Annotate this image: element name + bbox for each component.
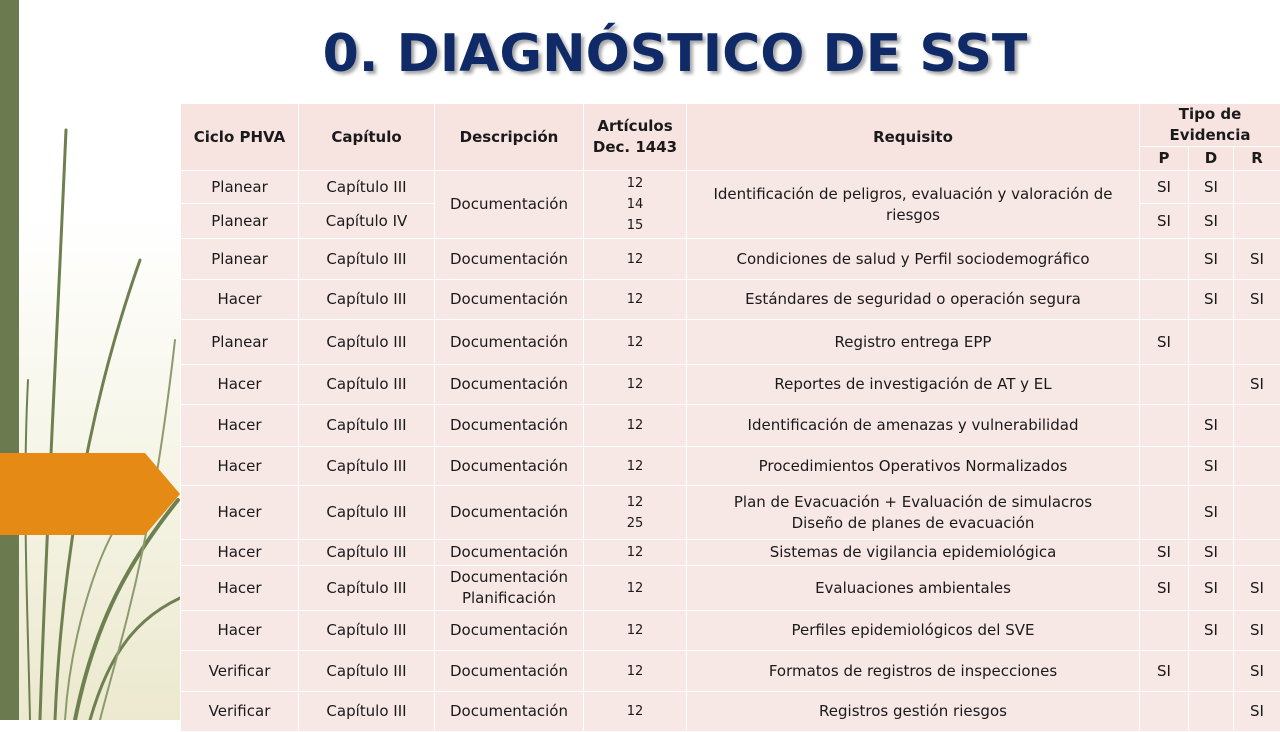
grass-decoration [0,0,200,720]
table-row [181,692,1280,732]
table-row [181,239,1280,280]
cell-r [1234,204,1280,239]
header-tipo-evidencia: Tipo de Evidencia [1140,104,1280,147]
header-articulos [584,104,687,171]
table-row [181,320,1280,365]
cell-articulos: 12 [584,611,687,651]
cell-p [1140,611,1189,651]
cell-d: SI [1189,540,1234,566]
header-ciclo: Ciclo PHVA [181,104,299,171]
orange-arrow-tab [0,453,180,535]
cell-requisito: Reportes de investigación de AT y EL [687,365,1140,405]
table-body [181,171,1280,732]
cell-r [1234,486,1280,540]
cell-p: SI [1140,540,1189,566]
cell-p [1140,486,1189,540]
cell-d: SI [1189,566,1234,611]
cell-requisito: Identificación de amenazas y vulnerabilidad [687,405,1140,447]
table-row [181,566,1280,611]
cell-capitulo: Capítulo III [299,540,435,566]
cell-p [1140,692,1189,732]
cell-d: SI [1189,204,1234,239]
cell-requisito-merged: Identificación de peligros, evaluación y valoración de riesgos [687,171,1140,239]
cell-requisito: Estándares de seguridad o operación segura [687,280,1140,320]
cell-articulos-merged [584,171,687,239]
cell-capitulo: Capítulo III [299,171,435,204]
header-articulos-line1: Artículos [586,116,684,137]
cell-ciclo: Planear [181,239,299,280]
cell-d [1189,365,1234,405]
cell-capitulo: Capítulo IV [299,204,435,239]
cell-d: SI [1189,171,1234,204]
cell-capitulo: Capítulo III [299,239,435,280]
cell-p: SI [1140,566,1189,611]
cell-capitulo: Capítulo III [299,611,435,651]
cell-requisito: Plan de Evacuación + Evaluación de simulacros Diseño de planes de evacuación [687,486,1140,540]
cell-descripcion: Documentación [435,486,584,540]
cell-requisito: Evaluaciones ambientales [687,566,1140,611]
cell-capitulo: Capítulo III [299,365,435,405]
cell-r [1234,540,1280,566]
cell-ciclo: Hacer [181,365,299,405]
cell-d: SI [1189,239,1234,280]
cell-d [1189,692,1234,732]
cell-articulos: 12 [584,692,687,732]
cell-ciclo: Planear [181,204,299,239]
cell-articulos: 12 [584,447,687,486]
cell-descripcion: Documentación [435,405,584,447]
cell-descripcion: Documentación [435,651,584,692]
cell-requisito: Sistemas de vigilancia epidemiológica [687,540,1140,566]
cell-r: SI [1234,280,1280,320]
cell-requisito: Perfiles epidemiológicos del SVE [687,611,1140,651]
header-descripcion: Descripción [435,104,584,171]
cell-articulos: 12 [584,320,687,365]
cell-requisito: Registros gestión riesgos [687,692,1140,732]
cell-p [1140,365,1189,405]
cell-r: SI [1234,651,1280,692]
cell-descripcion: Documentación [435,365,584,405]
cell-articulos: 12 [584,540,687,566]
cell-r [1234,171,1280,204]
cell-descripcion: Documentación [435,320,584,365]
cell-descripcion: Documentación [435,611,584,651]
cell-articulos: 12 [584,566,687,611]
table-row [181,171,1280,204]
cell-ciclo: Verificar [181,692,299,732]
cell-descripcion: Documentación [435,692,584,732]
cell-descripcion: Documentación Planificación [435,566,584,611]
articulo-item: 12 [586,173,684,194]
cell-requisito: Condiciones de salud y Perfil sociodemográfico [687,239,1140,280]
cell-descripcion: Documentación [435,239,584,280]
table-row [181,405,1280,447]
cell-ciclo: Planear [181,171,299,204]
cell-p: SI [1140,171,1189,204]
table-row [181,486,1280,540]
cell-d: SI [1189,405,1234,447]
cell-p [1140,405,1189,447]
cell-p: SI [1140,204,1189,239]
cell-articulos: 12 [584,651,687,692]
cell-descripcion: Documentación [435,280,584,320]
cell-articulos: 12 [584,280,687,320]
header-capitulo: Capítulo [299,104,435,171]
table-row [181,447,1280,486]
articulo-item: 15 [586,215,684,236]
cell-descripcion: Documentación [435,540,584,566]
table-row [181,651,1280,692]
cell-r: SI [1234,239,1280,280]
cell-r: SI [1234,692,1280,732]
table-row [181,365,1280,405]
cell-descripcion-merged: Documentación [435,171,584,239]
cell-p [1140,280,1189,320]
diagnostico-table [180,103,1280,732]
cell-r: SI [1234,566,1280,611]
cell-ciclo: Hacer [181,447,299,486]
header-requisito: Requisito [687,104,1140,171]
cell-ciclo: Hacer [181,611,299,651]
cell-capitulo: Capítulo III [299,692,435,732]
cell-r [1234,405,1280,447]
articulo-item: 14 [586,194,684,215]
left-accent-bar [0,0,19,720]
cell-p: SI [1140,651,1189,692]
cell-p: SI [1140,320,1189,365]
cell-capitulo: Capítulo III [299,447,435,486]
cell-ciclo: Verificar [181,651,299,692]
cell-articulos: 12 25 [584,486,687,540]
cell-ciclo: Planear [181,320,299,365]
cell-capitulo: Capítulo III [299,280,435,320]
cell-capitulo: Capítulo III [299,566,435,611]
slide-title: 0. DIAGNÓSTICO DE SST [0,24,1280,84]
cell-capitulo: Capítulo III [299,651,435,692]
cell-r [1234,447,1280,486]
cell-d [1189,651,1234,692]
header-articulos-line2: Dec. 1443 [586,137,684,158]
cell-d: SI [1189,486,1234,540]
table-row [181,540,1280,566]
cell-requisito: Procedimientos Operativos Normalizados [687,447,1140,486]
cell-requisito: Formatos de registros de inspecciones [687,651,1140,692]
header-r: R [1234,147,1280,171]
cell-descripcion: Documentación [435,447,584,486]
header-d: D [1189,147,1234,171]
cell-capitulo: Capítulo III [299,405,435,447]
header-row [181,104,1280,147]
cell-ciclo: Hacer [181,486,299,540]
cell-d [1189,320,1234,365]
cell-p [1140,447,1189,486]
cell-ciclo: Hacer [181,540,299,566]
cell-articulos: 12 [584,239,687,280]
cell-ciclo: Hacer [181,280,299,320]
table-row [181,611,1280,651]
cell-articulos: 12 [584,365,687,405]
cell-articulos: 12 [584,405,687,447]
cell-r: SI [1234,611,1280,651]
cell-ciclo: Hacer [181,405,299,447]
cell-p [1140,239,1189,280]
cell-r [1234,320,1280,365]
cell-d: SI [1189,280,1234,320]
cell-capitulo: Capítulo III [299,486,435,540]
header-p: P [1140,147,1189,171]
cell-d: SI [1189,611,1234,651]
cell-requisito: Registro entrega EPP [687,320,1140,365]
cell-capitulo: Capítulo III [299,320,435,365]
cell-r: SI [1234,365,1280,405]
cell-ciclo: Hacer [181,566,299,611]
table-row [181,280,1280,320]
cell-d: SI [1189,447,1234,486]
